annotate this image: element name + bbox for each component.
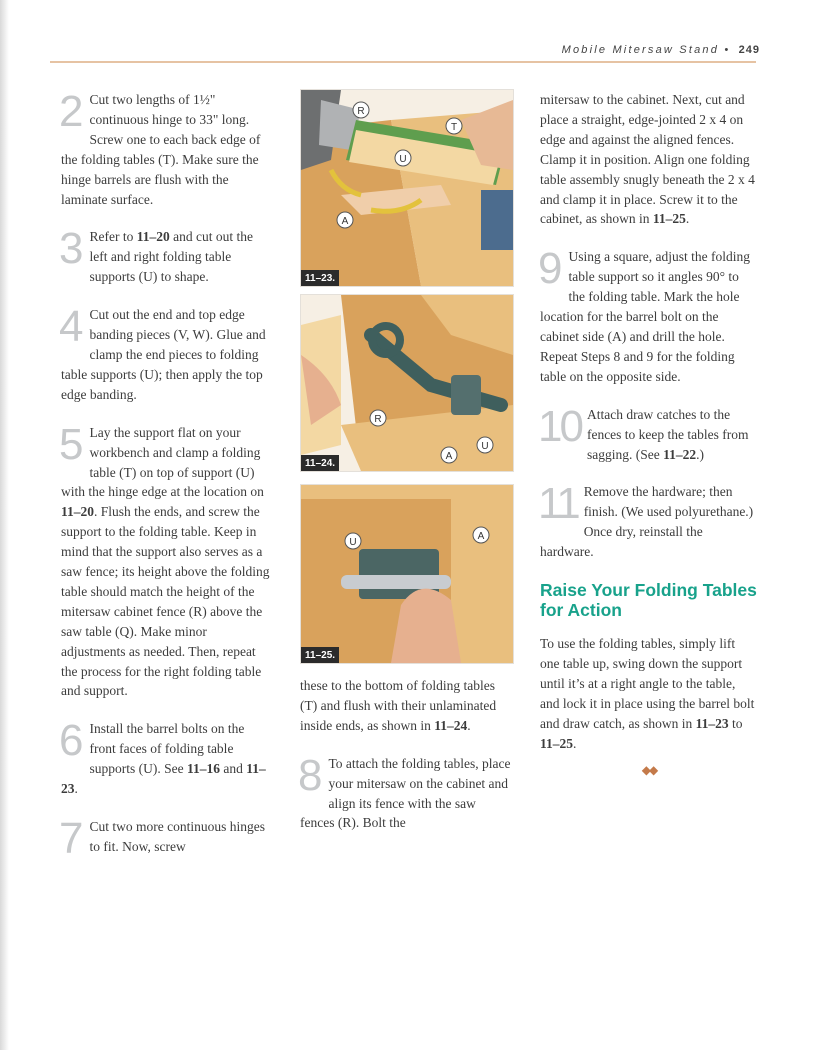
- right-column: [540, 90, 758, 781]
- step-number: 7: [59, 814, 84, 863]
- callout-U: U: [481, 441, 489, 452]
- step-number: 11: [538, 479, 578, 529]
- step-text: Using a square, adjust the folding table support so it angles 90° to the folding table. Mark the hole location for the barrel bolt on the cabinet side (A) and drill the hole. Repeat Steps 8 and 9 for the folding table on the opposite side.: [540, 249, 750, 384]
- figure-11-25-illustration: [301, 485, 513, 663]
- figure-ref: 11–24: [434, 717, 468, 733]
- step-text: and: [220, 761, 247, 777]
- step-number: 6: [59, 716, 84, 766]
- step-number: 10: [538, 401, 581, 451]
- callout-A: A: [341, 216, 349, 227]
- step-text: To attach the folding tables, place your mitersaw on the cabinet and align its fence with the saw fences (R). Bolt the: [300, 755, 511, 831]
- figure-label: 11–23.: [301, 270, 339, 286]
- step-9: [538, 244, 758, 386]
- step-text: these to the bottom of folding tables (T) and flush with their unlaminated inside ends, as shown in: [300, 678, 497, 733]
- figure-ref: 11–25: [540, 735, 574, 751]
- figure-label: 11–24.: [301, 455, 339, 471]
- figure-label: 11–25.: [301, 647, 339, 663]
- step-text: Cut out the end and top edge banding pieces (V, W). Glue and clamp the end pieces to folding table supports (U); then apply the top edge banding.: [61, 307, 266, 402]
- step-text: Attach draw catches to the fences to keep the tables from sagging. (See: [586, 406, 749, 462]
- end-ornament-icon: ◆◆: [641, 763, 657, 778]
- step-number: 2: [59, 87, 84, 136]
- step-number: 9: [538, 244, 563, 294]
- page-number: 249: [738, 44, 760, 56]
- body-text: to: [728, 715, 743, 731]
- step-number: 5: [59, 419, 84, 469]
- step-text: .: [467, 717, 471, 733]
- figure-ref: 11–22: [663, 446, 697, 462]
- figure-ref: 11–23: [61, 761, 266, 797]
- figure-11-23: [300, 89, 514, 287]
- step-text: Install the barrel bolts on the front faces of folding table supports (U). See: [89, 721, 245, 777]
- callout-T: T: [450, 122, 458, 133]
- callout-R: R: [357, 106, 365, 117]
- body-text: To use the folding tables, simply lift one table up, swing down the support until it’s at a right angle to the table, and lock it in place using the barrel bolt and draw catch, as shown in: [540, 636, 755, 731]
- figure-ref: 11–23: [695, 715, 729, 731]
- step-text: . Flush the ends, and screw the support to the folding table. Keep in mind that the support also serves as a saw fence; its height above the folding table should match the height of the mitersaw cabinet fence (R) above the saw table (Q). Make minor adjustments as needed. Then, repeat the process for the right folding table and support.: [61, 504, 270, 699]
- step-text: .: [74, 781, 78, 797]
- step-8-continued: [540, 90, 758, 229]
- figure-ref: 11–20: [61, 504, 95, 520]
- step-text: Cut two more continuous hinges to fit. Now, screw: [89, 819, 265, 854]
- running-header: [460, 44, 760, 56]
- figure-11-25: [300, 484, 514, 664]
- callout-A: A: [445, 451, 453, 462]
- step-8: [298, 750, 512, 834]
- figure-ref: 11–16: [186, 761, 220, 777]
- step-3: [59, 224, 273, 287]
- header-rule: [50, 61, 756, 63]
- step-2: [59, 87, 273, 209]
- step-text: and cut out the left and right folding table supports (U) to shape.: [89, 229, 253, 285]
- figure-ref: 11–20: [136, 229, 170, 245]
- figure-11-23-illustration: [301, 90, 513, 286]
- step-number: 8: [298, 750, 323, 800]
- final-paragraph: [540, 634, 758, 753]
- step-text: Cut two lengths of 1½" continuous hinge to 33" long. Screw one to each back edge of the folding tables (T). Make sure the hinge barrels are flush with the laminate surface.: [61, 92, 261, 207]
- callout-A: A: [477, 531, 485, 542]
- step-6: [59, 716, 273, 799]
- step-text: .): [696, 446, 704, 462]
- page-edge-shadow: [0, 0, 9, 1050]
- header-bullet: •: [724, 44, 731, 56]
- figure-11-24-illustration: [301, 295, 513, 471]
- left-column: [59, 87, 273, 875]
- section-heading: Raise Your Folding Tables for Action: [540, 580, 757, 621]
- figure-ref: 11–25: [652, 211, 686, 227]
- step-7: [59, 814, 273, 863]
- middle-column: [300, 676, 512, 851]
- step-text: .: [685, 211, 690, 227]
- body-text: .: [573, 735, 577, 751]
- running-head-title: Mobile Mitersaw Stand: [561, 44, 720, 56]
- step-text: Refer to: [89, 229, 137, 245]
- step-11: [538, 479, 758, 562]
- callout-U: U: [349, 537, 357, 548]
- step-5: [59, 419, 273, 702]
- step-text: Lay the support flat on your workbench and clamp a folding table (T) on top of support (U) with the hinge edge at the location on: [61, 424, 264, 500]
- step-10: [538, 401, 758, 465]
- step-number: 3: [59, 224, 84, 274]
- step-text: Remove the hardware; then finish. (We used polyurethane.) Once dry, reinstall the hardware.: [540, 484, 754, 560]
- step-number: 4: [59, 302, 84, 352]
- callout-R: R: [374, 414, 382, 425]
- callout-U: U: [399, 154, 407, 165]
- step-4: [59, 302, 273, 405]
- step-7-continued: [300, 676, 512, 736]
- figure-11-24: [300, 294, 514, 472]
- step-text: mitersaw to the cabinet. Next, cut and place a straight, edge-jointed 2 x 4 on edge and against the aligned fences. Clamp it in position. Align one folding table assembly snugly beneath the 2 x 4 and clamp it in place. Screw it to the cabinet, as shown in: [540, 92, 755, 227]
